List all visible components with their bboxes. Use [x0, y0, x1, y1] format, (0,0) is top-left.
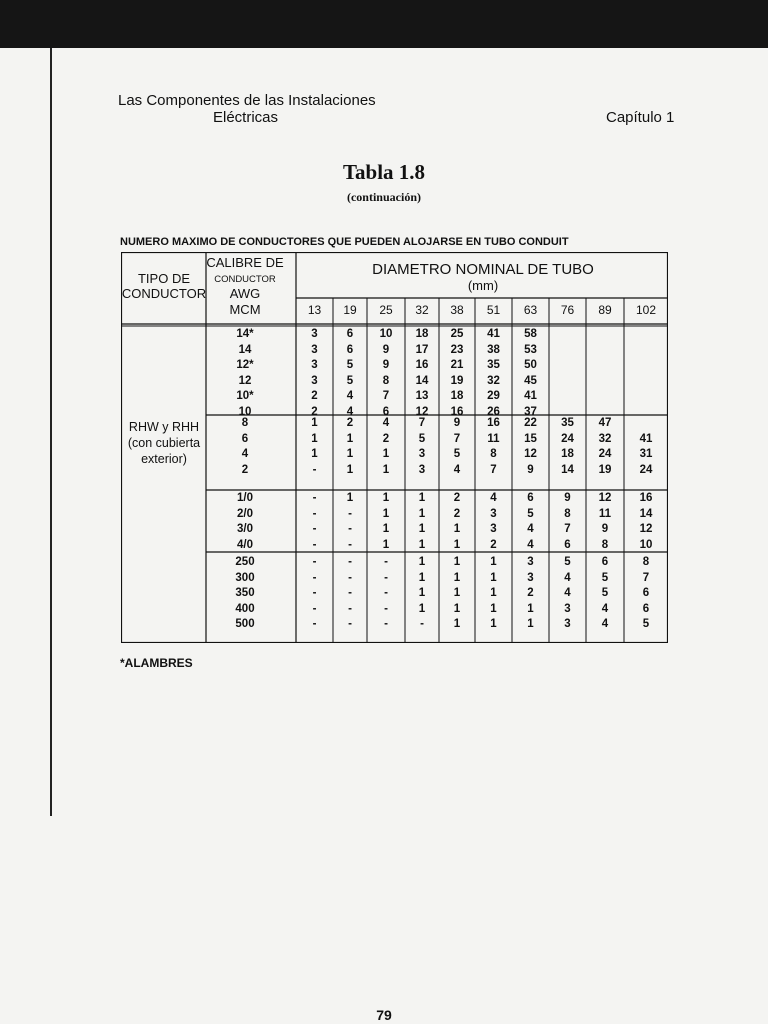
- value-cell: 5: [642, 618, 650, 630]
- value-cell: 4: [601, 602, 609, 615]
- value-cell: 12: [524, 448, 537, 460]
- diameter-header-cell: 25: [379, 303, 393, 317]
- value-cell: 1: [418, 538, 426, 551]
- value-cell: -: [384, 587, 388, 599]
- value-cell: 7: [490, 463, 497, 476]
- top-dark-band: [0, 0, 768, 48]
- value-cell: 6: [346, 328, 354, 340]
- value-cell: 18: [415, 328, 429, 340]
- value-cell: 3: [527, 571, 534, 584]
- value-cell: -: [312, 523, 317, 535]
- value-cell: -: [384, 618, 388, 630]
- value-cell: 6: [564, 538, 571, 551]
- diametro-header-unit: (mm): [467, 278, 499, 293]
- size-cell: 6: [241, 432, 249, 445]
- value-cell: 1: [490, 602, 497, 615]
- value-cell: 3: [490, 523, 497, 535]
- value-cell: 35: [487, 359, 500, 371]
- value-cell: -: [348, 523, 352, 535]
- value-cell: 1: [311, 448, 318, 460]
- value-cell: 16: [450, 405, 464, 418]
- value-cell: -: [312, 571, 317, 584]
- size-cell: 250: [235, 556, 255, 568]
- value-cell: 5: [601, 571, 609, 584]
- value-cell: 8: [382, 374, 390, 387]
- value-cell: 1: [311, 417, 318, 429]
- type-label-line: (con cubierta: [127, 436, 201, 450]
- value-cell: -: [312, 507, 317, 520]
- diameter-header-cell: 76: [560, 303, 575, 317]
- value-cell: 1: [382, 538, 390, 551]
- value-cell: 4: [490, 492, 497, 504]
- value-cell: 2: [382, 432, 390, 445]
- value-cell: 45: [524, 374, 537, 387]
- calibre-header-line: CALIBRE DE: [206, 255, 284, 270]
- value-cell: 2: [311, 405, 318, 418]
- value-cell: 4: [527, 538, 534, 551]
- value-cell: 1: [382, 463, 390, 476]
- value-cell: 12: [415, 405, 429, 418]
- value-cell: 1: [453, 538, 461, 551]
- diameter-header-cell: 51: [486, 303, 501, 317]
- table-subtitle: (continuación): [346, 190, 421, 204]
- conduit-table: [121, 252, 668, 643]
- value-cell: 41: [524, 390, 537, 402]
- value-cell: 10: [639, 538, 653, 551]
- table-caption: NUMERO MAXIMO DE CONDUCTORES QUE PUEDEN ALOJARSE EN TUBO CONDUIT: [120, 236, 569, 248]
- footnote: *ALAMBRES: [120, 656, 193, 670]
- value-cell: 3: [311, 328, 318, 340]
- size-cell: 2: [241, 463, 249, 476]
- value-cell: -: [312, 492, 317, 504]
- value-cell: 2: [311, 390, 318, 402]
- value-cell: 9: [382, 343, 390, 356]
- diameter-header-cell: 38: [450, 303, 464, 317]
- value-cell: 6: [642, 587, 650, 599]
- size-cell: 8: [241, 417, 249, 429]
- value-cell: 3: [311, 359, 318, 371]
- value-cell: -: [312, 463, 317, 476]
- page-number: 79: [376, 1007, 392, 1023]
- value-cell: 1: [490, 618, 497, 630]
- value-cell: 1: [527, 602, 534, 615]
- calibre-header-line: CONDUCTOR: [214, 274, 276, 285]
- size-cell: 2/0: [237, 507, 253, 520]
- value-cell: -: [384, 556, 388, 568]
- value-cell: 5: [564, 556, 571, 568]
- value-cell: 4: [453, 463, 461, 476]
- value-cell: 2: [527, 587, 534, 599]
- value-cell: 24: [598, 448, 612, 460]
- tipo-header-line2: CONDUCTOR: [121, 286, 207, 301]
- value-cell: 1: [418, 571, 426, 584]
- value-cell: 19: [598, 463, 612, 476]
- value-cell: 53: [524, 343, 537, 356]
- table-title: Tabla 1.8: [342, 160, 426, 184]
- value-cell: 1: [453, 587, 461, 599]
- value-cell: 16: [639, 492, 653, 504]
- value-cell: 11: [487, 432, 500, 445]
- value-cell: 1: [382, 492, 390, 504]
- value-cell: -: [384, 571, 388, 584]
- value-cell: -: [312, 556, 317, 568]
- value-cell: 25: [450, 328, 464, 340]
- value-cell: 7: [642, 571, 650, 584]
- value-cell: 1: [418, 556, 426, 568]
- diameter-header-cell: 89: [598, 303, 612, 317]
- size-cell: 300: [235, 571, 255, 584]
- value-cell: 9: [601, 523, 609, 535]
- value-cell: 41: [487, 328, 500, 340]
- value-cell: -: [348, 602, 352, 615]
- header-left-line1: Las Componentes de las Instalaciones: [118, 92, 376, 109]
- value-cell: 3: [564, 618, 571, 630]
- diameter-header-cell: 19: [343, 303, 357, 317]
- value-cell: 50: [524, 359, 537, 371]
- value-cell: 18: [450, 390, 464, 402]
- value-cell: 9: [453, 417, 461, 429]
- diameter-header-cell: 63: [523, 303, 538, 317]
- value-cell: 1: [346, 448, 354, 460]
- size-cell: 14: [238, 343, 252, 356]
- value-cell: -: [348, 587, 352, 599]
- value-cell: 14: [415, 374, 429, 387]
- value-cell: 23: [450, 343, 464, 356]
- size-cell: 12*: [236, 359, 254, 371]
- value-cell: 8: [490, 448, 497, 460]
- value-cell: 2: [490, 538, 497, 551]
- diametro-header-title: DIAMETRO NOMINAL DE TUBO: [372, 261, 594, 278]
- size-cell: 10: [238, 405, 252, 418]
- value-cell: -: [312, 587, 317, 599]
- value-cell: 1: [382, 523, 390, 535]
- value-cell: 38: [487, 343, 500, 356]
- value-cell: 2: [453, 507, 461, 520]
- value-cell: 5: [346, 359, 354, 371]
- value-cell: -: [348, 507, 352, 520]
- value-cell: 47: [598, 417, 612, 429]
- value-cell: 14: [561, 463, 574, 476]
- value-cell: 4: [601, 618, 609, 630]
- calibre-header-line: AWG: [229, 286, 261, 301]
- value-cell: 31: [639, 448, 653, 460]
- value-cell: 26: [487, 405, 500, 418]
- value-cell: 1: [346, 463, 354, 476]
- value-cell: 24: [639, 463, 653, 476]
- value-cell: 1: [311, 432, 318, 445]
- size-cell: 3/0: [237, 523, 253, 535]
- size-cell: 12: [238, 374, 252, 387]
- value-cell: 1: [527, 618, 534, 630]
- running-header-right: Capítulo 1: [606, 109, 675, 126]
- value-cell: 4: [564, 571, 571, 584]
- value-cell: 4: [346, 405, 354, 418]
- value-cell: 5: [418, 432, 426, 445]
- calibre-header-line: MCM: [229, 302, 261, 317]
- value-cell: 8: [601, 538, 609, 551]
- value-cell: 4: [346, 390, 354, 402]
- value-cell: 4: [564, 587, 571, 599]
- value-cell: 10: [379, 328, 393, 340]
- value-cell: 4: [527, 523, 534, 535]
- value-cell: 3: [564, 602, 571, 615]
- diameter-header-cell: 13: [307, 303, 322, 317]
- value-cell: 9: [564, 492, 571, 504]
- type-label-line: exterior): [141, 452, 187, 466]
- value-cell: 1: [453, 618, 461, 630]
- tipo-header-line1: TIPO DE: [137, 271, 191, 286]
- value-cell: 3: [527, 556, 534, 568]
- value-cell: -: [348, 618, 352, 630]
- value-cell: -: [348, 556, 352, 568]
- value-cell: 1: [453, 556, 461, 568]
- type-label-line: RHW y RHH: [128, 420, 200, 434]
- value-cell: 32: [598, 432, 612, 445]
- value-cell: 2: [453, 492, 461, 504]
- value-cell: 1: [490, 571, 497, 584]
- value-cell: 1: [490, 556, 497, 568]
- value-cell: 14: [639, 507, 653, 520]
- value-cell: 22: [524, 417, 537, 429]
- value-cell: 21: [450, 359, 464, 371]
- value-cell: 1: [382, 448, 390, 460]
- value-cell: 7: [418, 417, 426, 429]
- value-cell: 1: [418, 602, 426, 615]
- value-cell: 11: [598, 507, 612, 520]
- value-cell: 7: [453, 432, 461, 445]
- value-cell: 8: [564, 507, 571, 520]
- value-cell: 1: [418, 507, 426, 520]
- value-cell: 17: [415, 343, 429, 356]
- value-cell: 1: [346, 432, 354, 445]
- size-cell: 1/0: [237, 492, 253, 504]
- value-cell: 6: [642, 602, 650, 615]
- size-cell: 500: [235, 618, 255, 630]
- value-cell: 8: [642, 556, 650, 568]
- value-cell: 12: [598, 492, 612, 504]
- size-cell: 4: [241, 448, 249, 460]
- value-cell: 3: [311, 374, 318, 387]
- value-cell: 6: [527, 492, 534, 504]
- value-cell: 5: [527, 507, 534, 520]
- running-header-left: [118, 92, 376, 126]
- value-cell: 3: [311, 343, 318, 356]
- value-cell: 3: [418, 463, 426, 476]
- value-cell: 24: [561, 432, 574, 445]
- value-cell: 19: [450, 374, 464, 387]
- value-cell: 3: [418, 448, 426, 460]
- size-cell: 400: [235, 602, 255, 615]
- size-cell: 10*: [236, 390, 254, 402]
- value-cell: 37: [524, 405, 537, 418]
- value-cell: 7: [382, 390, 390, 402]
- value-cell: 16: [415, 359, 429, 371]
- value-cell: 5: [453, 448, 461, 460]
- value-cell: -: [348, 571, 352, 584]
- value-cell: 4: [382, 417, 390, 429]
- value-cell: 1: [453, 602, 461, 615]
- value-cell: 13: [415, 390, 429, 402]
- value-cell: 5: [346, 374, 354, 387]
- size-cell: 4/0: [237, 538, 253, 551]
- value-cell: 5: [601, 587, 609, 599]
- value-cell: 1: [418, 492, 426, 504]
- value-cell: 9: [527, 463, 534, 476]
- value-cell: 2: [346, 417, 354, 429]
- value-cell: 6: [346, 343, 354, 356]
- value-cell: 41: [639, 432, 653, 445]
- header-left-line2: Eléctricas: [213, 109, 279, 126]
- value-cell: 29: [487, 390, 500, 402]
- value-cell: 18: [561, 448, 574, 460]
- value-cell: 1: [453, 571, 461, 584]
- value-cell: 35: [561, 417, 574, 429]
- value-cell: -: [312, 618, 317, 630]
- value-cell: 6: [601, 556, 609, 568]
- value-cell: 6: [382, 405, 390, 418]
- value-cell: 1: [490, 587, 497, 599]
- value-cell: -: [348, 538, 352, 551]
- value-cell: 32: [487, 374, 500, 387]
- value-cell: -: [420, 618, 424, 630]
- size-cell: 350: [235, 587, 255, 599]
- size-cell: 14*: [236, 328, 254, 340]
- value-cell: 9: [382, 359, 390, 371]
- value-cell: 1: [382, 507, 390, 520]
- value-cell: 1: [453, 523, 461, 535]
- value-cell: 1: [418, 587, 426, 599]
- value-cell: -: [384, 602, 388, 615]
- value-cell: 3: [490, 507, 497, 520]
- value-cell: 1: [346, 492, 354, 504]
- value-cell: 7: [564, 523, 571, 535]
- value-cell: 16: [487, 417, 500, 429]
- value-cell: 15: [524, 432, 537, 445]
- value-cell: -: [312, 602, 317, 615]
- value-cell: 1: [418, 523, 426, 535]
- diameter-header-cell: 102: [635, 303, 657, 317]
- value-cell: 12: [639, 523, 653, 535]
- diameter-header-cell: 32: [415, 303, 429, 317]
- table-grid-lines: [121, 252, 668, 643]
- value-cell: 58: [524, 328, 537, 340]
- value-cell: -: [312, 538, 317, 551]
